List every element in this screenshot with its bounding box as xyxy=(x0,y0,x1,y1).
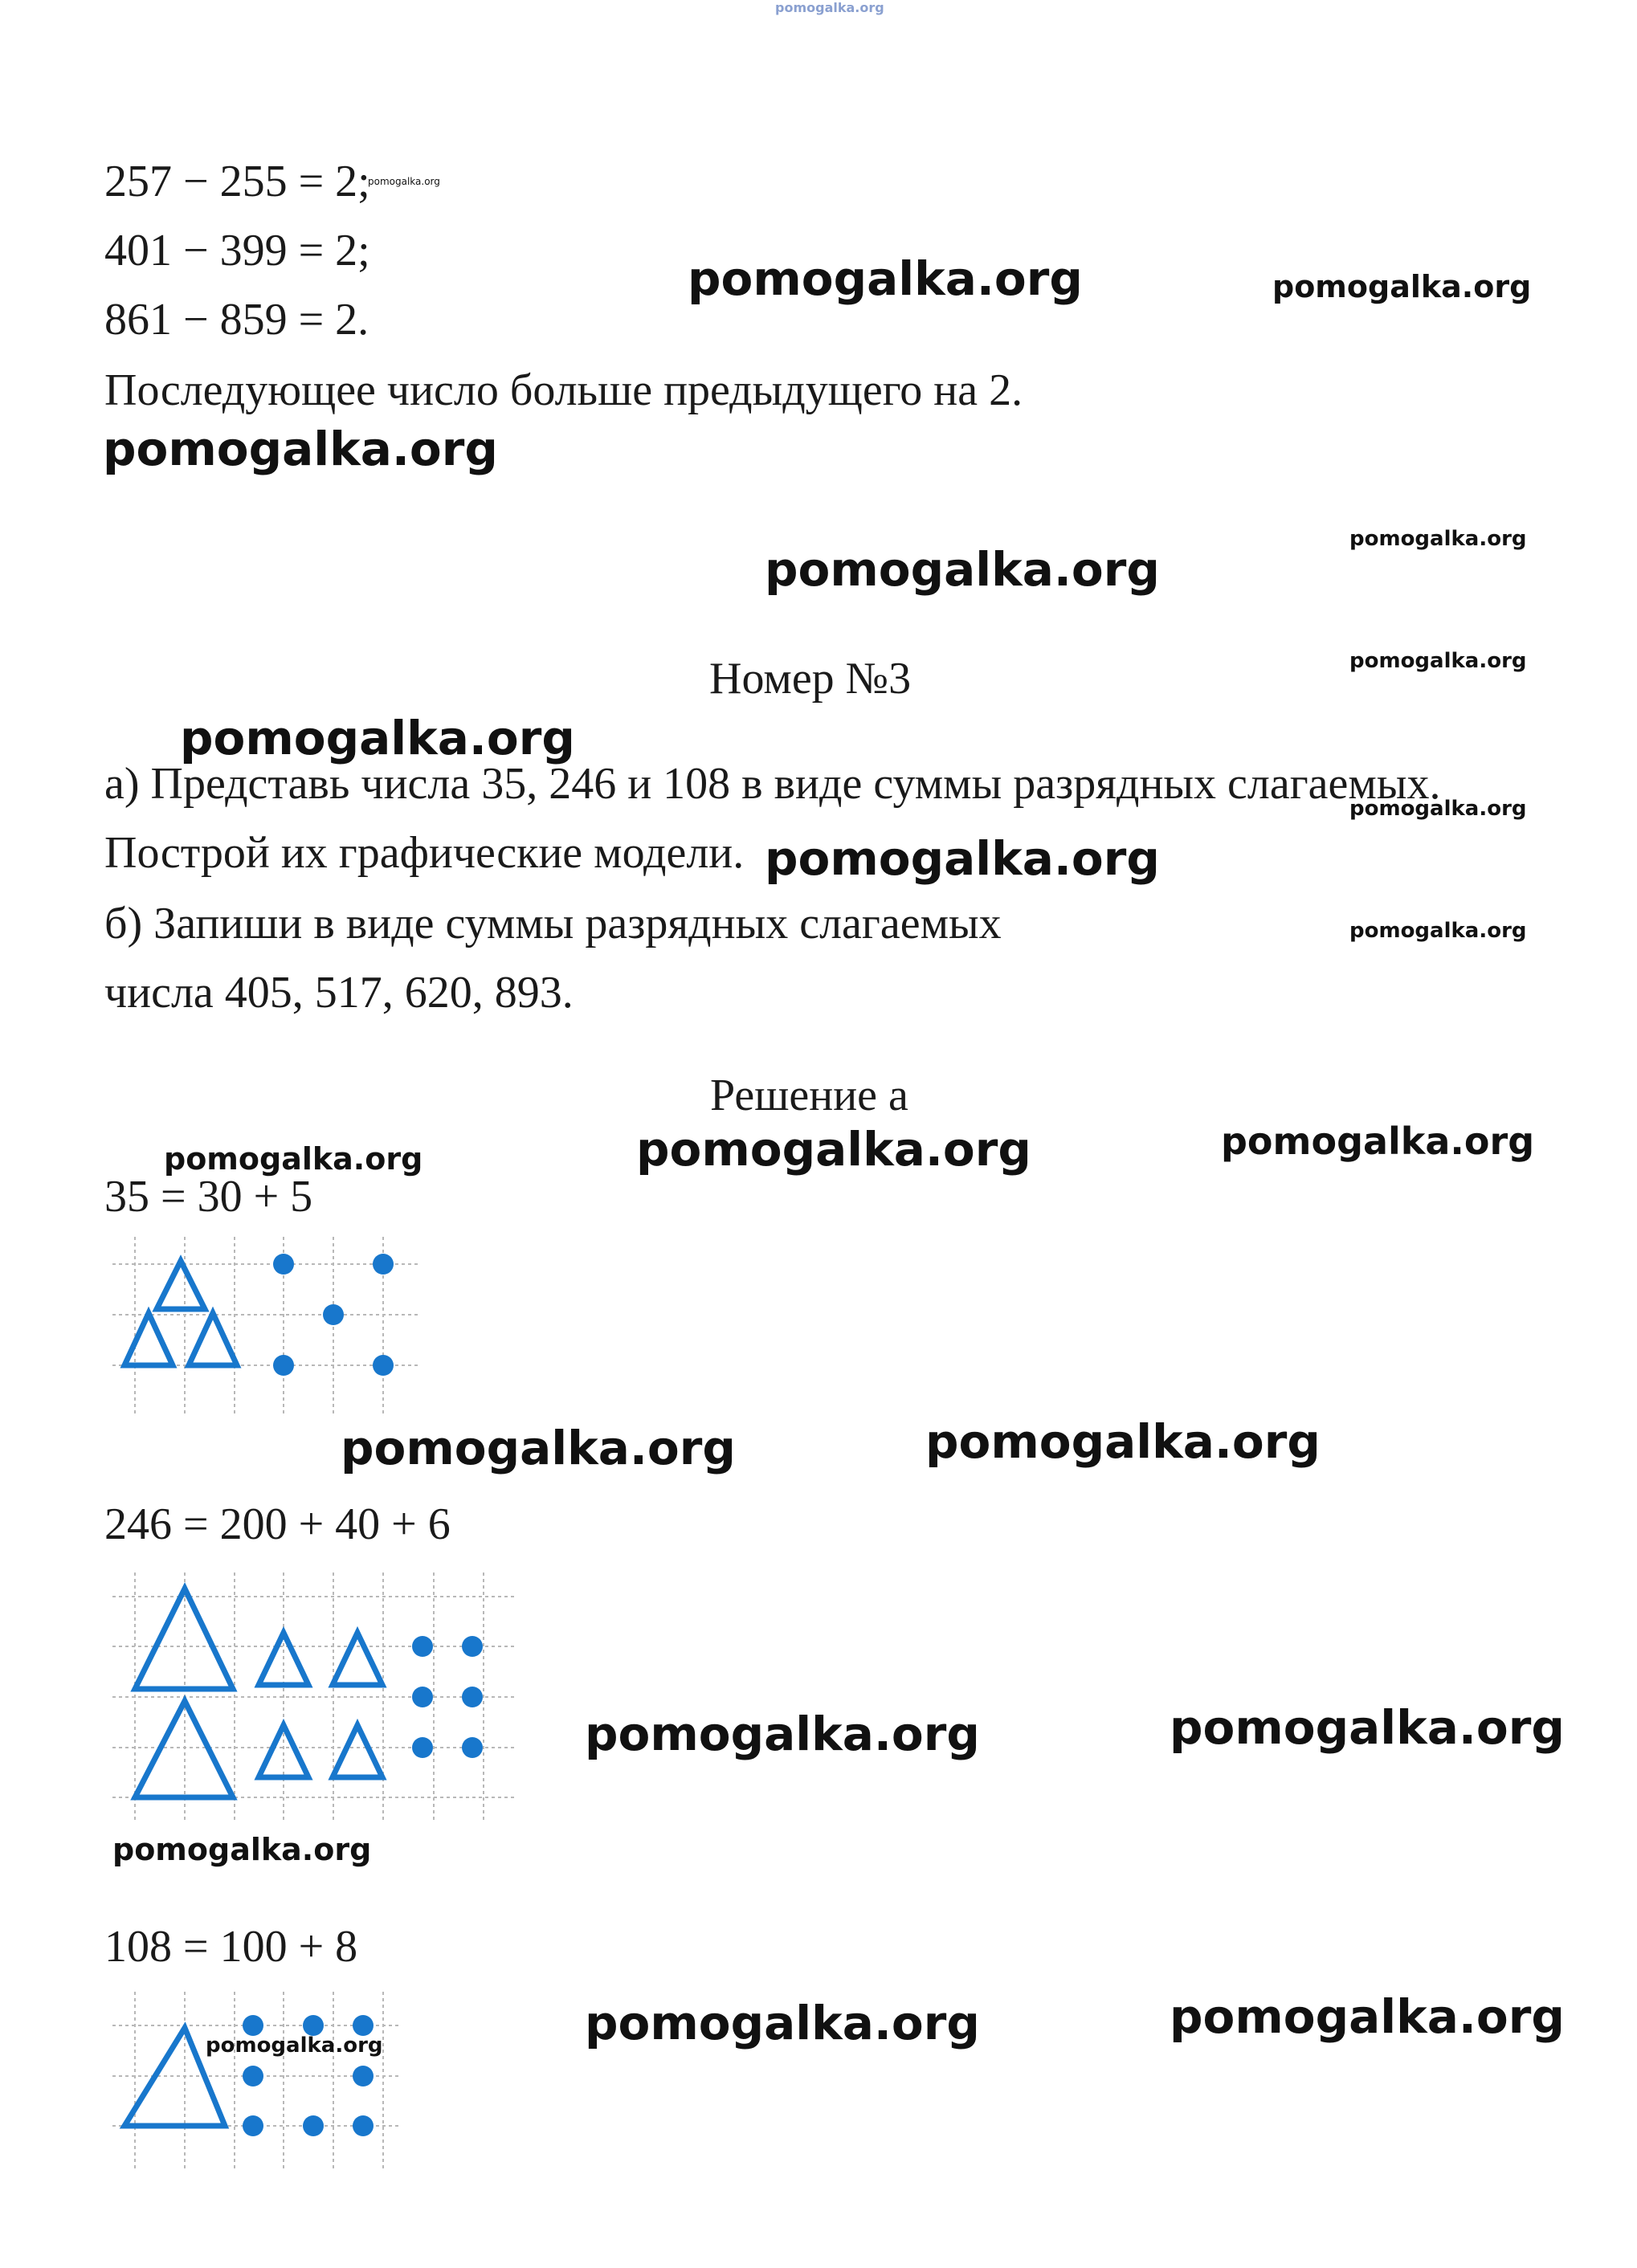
decomposition-35: 35 = 30 + 5 xyxy=(104,1172,313,1222)
watermark: pomogalka.org xyxy=(164,1141,423,1177)
equation-1: 257 − 255 = 2; xyxy=(104,157,370,206)
watermark: pomogalka.org xyxy=(688,251,1083,306)
watermark: pomogalka.org xyxy=(1349,649,1527,673)
equation-3: 861 − 859 = 2. xyxy=(104,295,369,345)
watermark: pomogalka.org xyxy=(1349,919,1527,943)
decomposition-246: 246 = 200 + 40 + 6 xyxy=(104,1499,451,1549)
watermark: pomogalka.org xyxy=(636,1122,1031,1177)
decomposition-108: 108 = 100 + 8 xyxy=(104,1922,358,1972)
model-246 xyxy=(112,1573,514,1821)
watermark: pomogalka.org xyxy=(341,1421,736,1475)
solution-title: Решение а xyxy=(710,1071,908,1120)
task-line-a-cont: Построй их графические модели. xyxy=(104,828,745,878)
conclusion-text: Последующее число больше предыдущего на 2. xyxy=(104,365,1023,415)
watermark: pomogalka.org xyxy=(1349,797,1527,821)
header-watermark: pomogalka.org xyxy=(775,0,884,15)
watermark: pomogalka.org xyxy=(925,1414,1321,1469)
watermark: pomogalka.org xyxy=(180,711,575,765)
model-108 xyxy=(112,1992,402,2168)
task-title: Номер №3 xyxy=(709,654,912,704)
watermark: pomogalka.org xyxy=(1170,1989,1565,2044)
model-35 xyxy=(112,1237,418,1413)
watermark: pomogalka.org xyxy=(368,176,440,187)
watermark: pomogalka.org xyxy=(103,422,498,476)
watermark: pomogalka.org xyxy=(585,1996,980,2050)
watermark: pomogalka.org xyxy=(585,1707,980,1761)
watermark: pomogalka.org xyxy=(206,2033,383,2058)
task-line-b: б) Запиши в виде суммы разрядных слагаемых xyxy=(104,899,1002,948)
task-line-b-cont: числа 405, 517, 620, 893. xyxy=(104,968,574,1018)
watermark: pomogalka.org xyxy=(765,542,1160,597)
watermark: pomogalka.org xyxy=(1170,1700,1565,1755)
task-line-a: а) Представь числа 35, 246 и 108 в виде суммы разрядных слагаемых. xyxy=(104,759,1441,809)
watermark: pomogalka.org xyxy=(1272,269,1532,304)
watermark: pomogalka.org xyxy=(112,1832,372,1867)
watermark: pomogalka.org xyxy=(765,831,1160,886)
equation-2: 401 − 399 = 2; xyxy=(104,226,370,275)
watermark: pomogalka.org xyxy=(1349,527,1527,551)
watermark: pomogalka.org xyxy=(1221,1120,1535,1163)
